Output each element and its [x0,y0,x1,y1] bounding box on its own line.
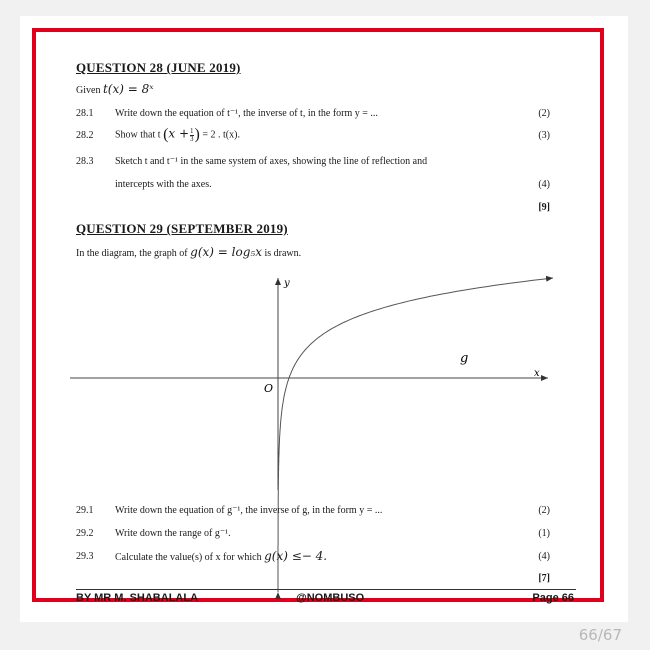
q29-2-mark: (1) [538,528,550,539]
q28-3-number: 28.3 [76,156,94,167]
q29-intro-suffix: is drawn. [264,248,302,259]
q29-1-number: 29.1 [76,505,94,516]
q28-1-mark: (2) [538,108,550,119]
origin-label: O [264,382,274,395]
q28-2-mark: (3) [538,130,550,141]
q28-2-number: 28.2 [76,130,94,141]
q28-3-mark: (4) [538,179,550,190]
q28-2-text: Show that t (x + $\frac{1}{3}$ ) = 2 . t(x). [115,126,240,143]
q29-3-expr: g(x) ≤− 4. [264,549,328,563]
footer-rule [76,589,576,590]
q29-3-number: 29.3 [76,551,94,562]
q29-3-prefix: Calculate the value(s) of x for which [115,552,262,563]
x-axis-label: x [534,368,540,379]
curve-label: g [460,351,469,366]
q29-3-text [115,549,327,563]
q29-intro-prefix: In the diagram, the graph of [76,248,188,259]
y-axis-label: y [284,278,290,289]
q28-2-prefix: Show that t [115,129,161,141]
q28-3-text: Sketch t and t⁻¹ in the same system of axes, showing the line of reflection and [115,156,428,167]
q29-3-mark: (4) [538,551,550,562]
q29-heading: QUESTION 29 (SEPTEMBER 2019) [76,221,288,236]
q28-1-number: 28.1 [76,108,94,119]
q28-heading: QUESTION 28 (JUNE 2019) [76,60,241,75]
footer-author: BY MR M. SHABALALA [76,592,199,604]
q28-3-text-cont: intercepts with the axes. [115,179,212,190]
q29-1-text: Write down the equation of g⁻¹, the inverse of g, in the form y = ... [115,505,383,516]
q28-total: [9] [538,202,550,213]
footer-page: Page 66 [532,592,574,604]
q29-2-number: 29.2 [76,528,94,539]
curve-g [278,278,553,592]
document-page [20,16,628,622]
q28-2-fraction: $\frac{1}{3}$ [190,126,194,143]
q29-total: [7] [538,573,550,584]
page-indicator: 66/67 [578,626,622,644]
q29-intro-expr: g(x) = log₅x [190,245,262,259]
q28-1-text: Write down the equation of t⁻¹, the inverse of t, in the form y = ... [115,108,378,119]
footer-handle: @NOMBUSO [296,592,365,604]
q28-given-expr: t(x) = 8ˣ [102,82,154,96]
q29-2-text: Write down the range of g⁻¹. [115,528,231,539]
q28-given-label: Given [76,85,101,96]
q28-2-suffix: = 2 . t(x). [202,129,240,141]
q29-1-mark: (2) [538,505,550,516]
